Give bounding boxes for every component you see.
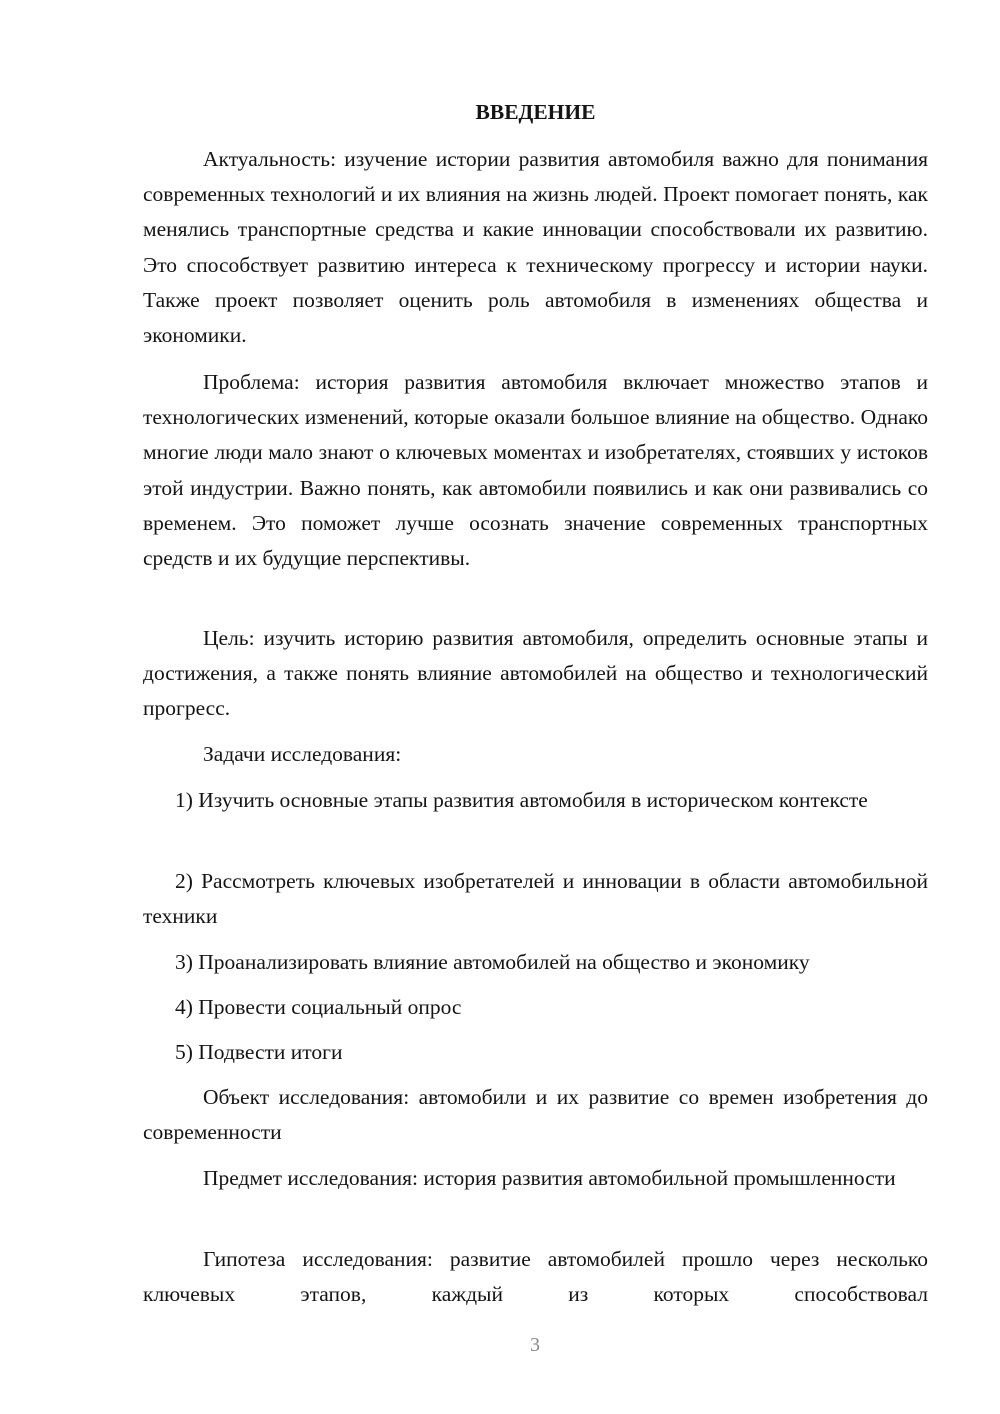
task-item: 3) Проанализировать влияние автомобилей на общество и экономику <box>175 950 810 974</box>
paragraph-object: Объект исследования: автомобили и их развитие со времен изобретения до современности <box>143 1085 928 1145</box>
task-item: 2) Рассмотреть ключевых изобретателей и инновации в области автомобильной техники <box>143 869 928 929</box>
paragraph-subject: Предмет исследования: история развития автомобильной промышленности <box>203 1166 896 1190</box>
task-item: 5) Подвести итоги <box>175 1040 343 1064</box>
section-title: ВВЕДЕНИЕ <box>475 100 596 124</box>
paragraph-hypothesis: Гипотеза исследования: развитие автомобилей прошло через несколько ключевых этапов, каждый из которых способствовал <box>143 1247 928 1307</box>
tasks-heading: Задачи исследования: <box>203 742 402 766</box>
paragraph-goal: Цель: изучить историю развития автомобиля, определить основные этапы и достижения, а также понять влияние автомобилей на общество и технологический прогресс. <box>143 626 928 721</box>
paragraph-problem: Проблема: история развития автомобиля включает множество этапов и технологических изменений, которые оказали большое влияние на общество. Однако многие люди мало знают о ключевых моментах и изобретателях, стоявших у истоков этой индустрии. Важно понять, как автомобили появились и как они развивались со временем. Это поможет лучше осознать значение современных транспортных средств и их будущие перспективы. <box>143 370 928 571</box>
page-number: 3 <box>530 1334 540 1356</box>
paragraph-relevance: Актуальность: изучение истории развития автомобиля важно для понимания современных технологий и их влияния на жизнь людей. Проект помогает понять, как менялись транспортные средства и какие инновации способствовали их развитию. Это способствует развитию интереса к техническому прогрессу и истории науки. Также проект позволяет оценить роль автомобиля в изменениях общества и экономики. <box>143 147 928 348</box>
task-item: 1) Изучить основные этапы развития автомобиля в историческом контексте <box>175 788 868 812</box>
task-item: 4) Провести социальный опрос <box>175 995 462 1019</box>
